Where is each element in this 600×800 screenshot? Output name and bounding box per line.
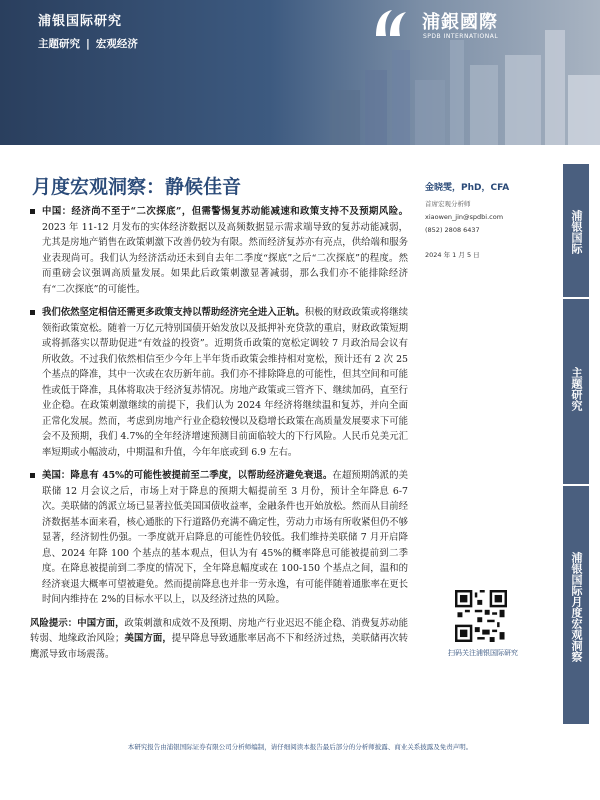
category-macro: 宏观经济 [95,38,138,50]
category-theme: 主题研究 [38,38,80,50]
paragraph-policy [30,305,408,460]
report-title: 月度宏观洞察：静候佳音 [32,176,242,198]
paragraph-us [30,468,408,608]
sidebar-label-theme: 主题研究 [570,367,583,411]
qr-caption: 扫码关注浦银国际研究 [448,649,518,657]
sidebar-divider [563,484,589,486]
author-role: 首席宏观分析师 [425,200,471,208]
sidebar-divider [563,297,589,299]
risk-us-text: 提早降息导致通胀率居高不下和经济过热，美联储再次转鹰派导致市场震荡。 [30,633,408,660]
qr-code-icon[interactable] [455,590,507,642]
report-date: 2024 年 1 月 5 日 [425,251,480,259]
paragraph-lead: 中国：经济尚不至于“二次探底”，但需警惕复苏动能减速和政策支持不及预期风险。 [42,206,408,217]
report-category [38,36,138,51]
skyline-graphic [330,30,600,145]
sidebar-label-org: 浦银国际 [570,210,583,254]
company-logo [372,6,592,46]
author-email[interactable]: xiaowen_jin@spdbi.com [425,213,504,221]
risk-lead: 风险提示： [30,617,78,629]
logo-english: SPDB INTERNATIONAL [423,33,499,40]
risk-china-label: 中国方面， [77,617,125,629]
author-info [425,180,565,259]
paragraph-lead: 我们依然坚定相信还需更多政策支持以帮助经济完全进入正轨。 [42,307,305,318]
category-separator: | [86,38,90,50]
sidebar-label-series: 浦银国际月度宏观洞察 [570,551,583,662]
paragraph-china [30,204,408,297]
risk-warning [30,616,408,663]
author-phone: (852) 2808 6437 [425,226,480,234]
paragraph-text: 2023 年 11-12 月发布的实体经济数据以及高频数据显示需求端导致的复苏动能减弱，尤其是房地产销售在政策刺激下改善仍较为有限。然而经济复苏亦有亮点，供给端和服务业表现尚可。我们认为经济活动还未到自去年二季度“探底”之后“二次探底”的程度。然而重磅会议强调高质量发展。如果此后政策刺激显著减弱，那么我们亦不能排除经济有“二次探底”的可能性。 [42,221,408,295]
header-banner [0,0,600,145]
risk-us-label: 美国方面， [124,633,172,644]
risk-china-text: 政策刺激和成效不及预期、房地产行业迟迟不能企稳、消费复苏动能转弱、地缘政治风险； [30,617,408,644]
vertical-sidebar [563,164,589,724]
logo-name: 浦銀國際 [422,12,498,33]
org-name: 浦银国际研究 [38,14,123,29]
author-name: 金晓雯，PhD，CFA [425,183,510,193]
disclaimer-footer: 本研究报告由浦银国际证券有限公司分析师编制，请仔细阅读本报告最后部分的分析师披露、商业关系披露及免责声明。 [127,743,473,751]
paragraph-text: 积极的财政政策或将继续领衔政策宽松。随着一万亿元特别国债开始发放以及抵押补充贷款的重启，财政政策短期或将抓落实以帮助促进“有效益的投资”。近期货币政策的宽松定调较 7 月政治局会议有所收敛。不过我们依然相信至少今年上半年货币政策会维持相对宽松，预计还有 2 次 25 个基点的降准，其中一次或在农历新年前。我们亦不排除降息的可能性，但其空间和可能性或低于降准，具体将取决于经济复苏情况。房地产政策或三管齐下、继续加码，直至行业企稳。在政策刺激继续的前提下，我们认为 2024 年经济将继续温和复苏，并向全面正常化发展。然而，考虑到房地产行业企稳较慢以及稳增长政策在高质量发展要求下可能会不及预期，我们 4.7%的全年经济增速预测目前面临较大的下行风险。人民币兑美元汇率短期或小幅波动，中期温和升值，今年年底或到 6.9 左右。 [42,307,408,458]
paragraph-lead: 美国：降息有 45%的可能性被提前至二季度，以帮助经济避免衰退。 [42,470,333,481]
logo-mark-icon [372,6,412,42]
paragraph-text: 在超预期鸽派的美联储 12 月会议之后，市场上对于降息的预期大幅提前至 3 月份，预计全年降息 6-7 次。美联储的鸽派立场已显著拉低美国国债收益率，金融条件也开始放松。然而从目前经济数据基本面来看，核心通胀的下行道路仍充满不确定性，劳动力市场有所收紧但仍不够显著，经济韧性仍强。一季度就开启降息的可能性仍较低。我们维持美联储 7 月开启降息、2024 年降 100 个基点的基本观点，但认为有 45%的概率降息可能被提前到二季度。在降息被提前到二季度的情况下，全年降息幅度或在 100-150 个基点之间，温和的经济衰退大概率可望被避免。然而提前降息也并非一劳永逸，有可能伴随着通胀率在更长时间内维持在 2%的目标水平以上，以及经济过热的风险。 [42,470,408,605]
report-body [30,204,408,662]
